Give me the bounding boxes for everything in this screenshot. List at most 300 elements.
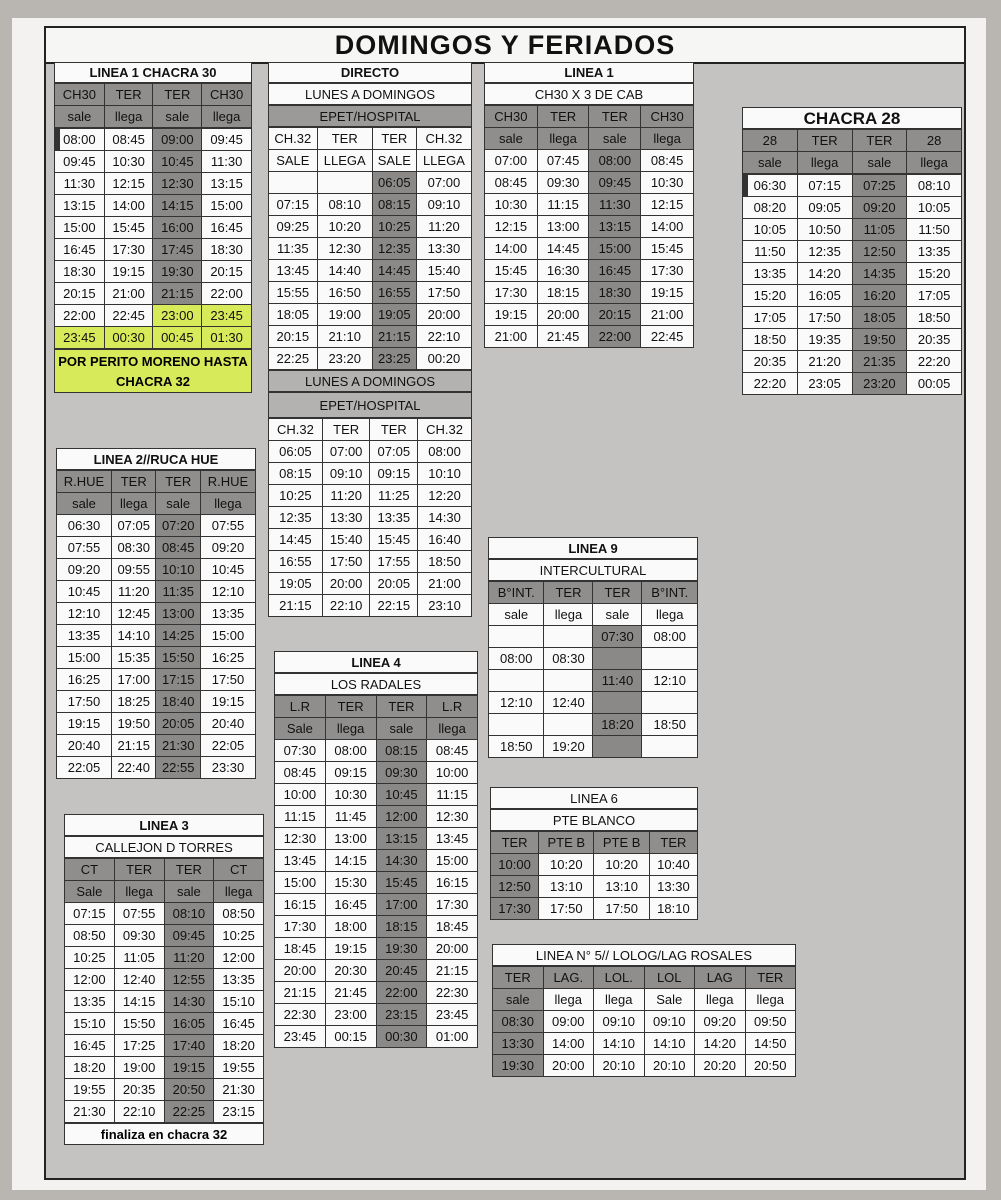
column-header: B°INT.	[489, 582, 544, 604]
column-header: CH.32	[269, 419, 323, 441]
column-header-row	[743, 130, 962, 152]
time-cell: 15:50	[156, 647, 201, 669]
table-row	[493, 1055, 796, 1077]
time-cell: 23:45	[427, 1004, 478, 1026]
time-cell: 15:00	[57, 647, 112, 669]
time-cell: 17:50	[57, 691, 112, 713]
column-header: TER	[745, 967, 796, 989]
time-cell: 16:45	[325, 894, 376, 916]
time-cell: 15:00	[202, 195, 252, 217]
time-cell: 13:30	[493, 1033, 544, 1055]
time-cell: 22:00	[376, 982, 427, 1004]
time-cell: 08:15	[376, 740, 427, 762]
table-row	[743, 241, 962, 263]
time-cell: 18:20	[65, 1057, 115, 1079]
time-cell: 19:00	[114, 1057, 164, 1079]
table-row	[743, 351, 962, 373]
time-cell: 10:45	[57, 581, 112, 603]
time-cell: 17:05	[907, 285, 962, 307]
table-row	[743, 373, 962, 395]
column-header: TER	[370, 419, 418, 441]
table-row	[65, 969, 264, 991]
time-cell: 16:05	[164, 1013, 214, 1035]
time-cell: 12:30	[275, 828, 326, 850]
column-header: LOL.	[594, 967, 645, 989]
time-cell: 13:35	[907, 241, 962, 263]
time-cell: 20:15	[589, 304, 641, 326]
time-cell: 21:00	[418, 573, 472, 595]
time-cell: 00:30	[104, 327, 153, 349]
time-cell: 12:35	[269, 507, 323, 529]
time-cell: 16:15	[275, 894, 326, 916]
table-row	[275, 872, 478, 894]
table-row	[269, 551, 472, 573]
time-cell: 13:35	[65, 991, 115, 1013]
time-cell: 17:50	[797, 307, 852, 329]
time-cell: 18:20	[214, 1035, 264, 1057]
time-cell: 18:10	[649, 898, 697, 920]
time-cell: 09:55	[111, 559, 156, 581]
time-cell: 22:55	[156, 757, 201, 779]
table-row	[485, 282, 694, 304]
time-cell: 22:20	[907, 351, 962, 373]
table-row	[269, 507, 472, 529]
column-header: PTE B	[539, 832, 594, 854]
time-cell: 22:10	[114, 1101, 164, 1123]
time-cell: 09:45	[55, 151, 105, 173]
time-cell: 22:10	[416, 326, 471, 348]
table-row	[57, 603, 256, 625]
route-label-2: EPET/HOSPITAL	[268, 392, 472, 418]
time-cell: 15:10	[214, 991, 264, 1013]
table-row	[275, 916, 478, 938]
column-header: CT	[65, 859, 115, 881]
time-cell: 23:05	[797, 373, 852, 395]
time-cell: 22:00	[589, 326, 641, 348]
time-cell: 06:30	[57, 515, 112, 537]
time-cell: 09:20	[695, 1011, 746, 1033]
time-cell: 20:30	[325, 960, 376, 982]
column-subheader: sale	[743, 152, 798, 174]
time-cell: 07:55	[200, 515, 255, 537]
time-cell: 10:25	[214, 925, 264, 947]
table-row	[57, 669, 256, 691]
table-row	[55, 327, 252, 349]
time-cell: 18:30	[55, 261, 105, 283]
time-cell: 21:10	[317, 326, 372, 348]
time-cell: 23:00	[325, 1004, 376, 1026]
time-cell: 15:45	[641, 238, 694, 260]
time-cell: 21:00	[641, 304, 694, 326]
time-cell	[593, 648, 642, 670]
time-cell: 11:25	[370, 485, 418, 507]
time-cell: 18:30	[202, 239, 252, 261]
time-cell: 14:30	[376, 850, 427, 872]
time-cell: 21:45	[537, 326, 589, 348]
table-row	[57, 713, 256, 735]
time-cell: 13:00	[156, 603, 201, 625]
time-cell: 20:35	[907, 329, 962, 351]
schedule-table	[484, 105, 694, 348]
table-row	[275, 806, 478, 828]
time-cell: 09:20	[852, 197, 907, 219]
column-subheader: sale	[489, 604, 544, 626]
time-cell: 19:50	[852, 329, 907, 351]
table-title: LINEA 1 CHACRA 30	[54, 62, 252, 83]
table-row	[485, 216, 694, 238]
table-row	[269, 238, 472, 260]
column-subheader: llega	[537, 128, 589, 150]
time-cell: 19:15	[485, 304, 538, 326]
column-header: TER	[537, 106, 589, 128]
time-cell: 15:45	[370, 529, 418, 551]
time-cell: 12:50	[491, 876, 539, 898]
time-cell: 12:00	[214, 947, 264, 969]
time-cell: 18:30	[589, 282, 641, 304]
table-row	[55, 173, 252, 195]
column-header: R.HUE	[57, 471, 112, 493]
route-label: INTERCULTURAL	[488, 559, 698, 581]
time-cell: 08:45	[275, 762, 326, 784]
time-cell: 20:15	[269, 326, 318, 348]
time-cell: 00:05	[907, 373, 962, 395]
table-title: CHACRA 28	[742, 107, 962, 129]
table-row	[57, 691, 256, 713]
column-subheader-row	[65, 881, 264, 903]
table-row	[491, 876, 698, 898]
column-header-row	[55, 84, 252, 106]
time-cell: 21:15	[269, 595, 323, 617]
column-header-row	[65, 859, 264, 881]
time-cell: 08:15	[269, 463, 323, 485]
table-row	[485, 260, 694, 282]
time-cell: 14:00	[641, 216, 694, 238]
time-cell: 14:15	[153, 195, 202, 217]
time-cell: 18:05	[852, 307, 907, 329]
time-cell: 07:00	[416, 172, 471, 194]
column-header: TER	[325, 696, 376, 718]
time-cell: 08:45	[104, 129, 153, 151]
route-label: PTE BLANCO	[490, 809, 698, 831]
time-cell: 20:05	[156, 713, 201, 735]
time-cell: 11:45	[325, 806, 376, 828]
time-cell: 08:45	[156, 537, 201, 559]
table-row	[275, 828, 478, 850]
days-label: LUNES A DOMINGOS	[268, 83, 472, 105]
time-cell: 18:50	[418, 551, 472, 573]
time-cell: 19:15	[641, 282, 694, 304]
time-cell: 01:30	[202, 327, 252, 349]
time-cell: 23:15	[376, 1004, 427, 1026]
time-cell: 23:45	[202, 305, 252, 327]
time-cell: 00:15	[325, 1026, 376, 1048]
column-subheader: llega	[594, 989, 645, 1011]
time-cell: 08:10	[907, 175, 962, 197]
time-cell: 07:55	[57, 537, 112, 559]
time-cell: 16:05	[797, 285, 852, 307]
time-cell: 07:30	[275, 740, 326, 762]
table-row	[485, 238, 694, 260]
table-row	[275, 850, 478, 872]
column-subheader-row	[743, 152, 962, 174]
time-cell: 16:20	[852, 285, 907, 307]
table-row	[269, 573, 472, 595]
time-cell: 18:15	[537, 282, 589, 304]
time-cell: 21:15	[372, 326, 416, 348]
column-header: TER	[104, 84, 153, 106]
schedule-table	[64, 858, 264, 1123]
time-cell: 21:30	[65, 1101, 115, 1123]
time-cell: 18:50	[907, 307, 962, 329]
table-title: LINEA 1	[484, 62, 694, 83]
table-row	[65, 1101, 264, 1123]
time-cell: 11:40	[593, 670, 642, 692]
table-row	[275, 740, 478, 762]
time-cell: 09:05	[797, 197, 852, 219]
column-subheader: llega	[642, 604, 698, 626]
column-subheader-row	[275, 718, 478, 740]
time-cell: 22:20	[743, 373, 798, 395]
route-label: CALLEJON D TORRES	[64, 836, 264, 858]
time-cell: 00:20	[416, 348, 471, 370]
column-subheader: Sale	[644, 989, 695, 1011]
table-row	[269, 282, 472, 304]
time-cell: 16:25	[57, 669, 112, 691]
time-cell: 13:45	[427, 828, 478, 850]
column-header: TER	[852, 130, 907, 152]
time-cell: 17:30	[491, 898, 539, 920]
time-cell: 10:10	[156, 559, 201, 581]
time-cell: 08:00	[55, 129, 105, 151]
table-row	[55, 151, 252, 173]
time-cell: 20:00	[537, 304, 589, 326]
time-cell: 07:00	[322, 441, 370, 463]
time-cell: 19:55	[214, 1057, 264, 1079]
time-cell: 21:15	[427, 960, 478, 982]
table-row	[65, 925, 264, 947]
time-cell: 17:50	[322, 551, 370, 573]
table-title: LINEA 6	[490, 787, 698, 809]
time-cell: 12:10	[489, 692, 544, 714]
time-cell: 12:30	[427, 806, 478, 828]
time-cell: 12:15	[485, 216, 538, 238]
column-header-row	[269, 419, 472, 441]
time-cell: 07:25	[852, 175, 907, 197]
time-cell	[642, 692, 698, 714]
table-row	[485, 194, 694, 216]
column-subheader: SALE	[372, 150, 416, 172]
time-cell: 12:00	[376, 806, 427, 828]
time-cell: 20:35	[743, 351, 798, 373]
table-row	[489, 692, 698, 714]
time-cell: 20:00	[322, 573, 370, 595]
column-header: TER	[111, 471, 156, 493]
time-cell: 14:35	[852, 263, 907, 285]
time-cell: 09:45	[202, 129, 252, 151]
time-cell: 22:25	[164, 1101, 214, 1123]
time-cell: 00:30	[376, 1026, 427, 1048]
time-cell: 15:00	[200, 625, 255, 647]
column-subheader-row	[55, 106, 252, 128]
column-subheader: llega	[111, 493, 156, 515]
table-row	[275, 982, 478, 1004]
time-cell: 22:10	[322, 595, 370, 617]
column-header: TER	[491, 832, 539, 854]
time-cell: 08:50	[65, 925, 115, 947]
time-cell: 08:20	[743, 197, 798, 219]
table-title: LINEA 9	[488, 537, 698, 559]
time-cell: 13:45	[269, 260, 318, 282]
time-cell: 16:55	[269, 551, 323, 573]
column-header: LOL	[644, 967, 695, 989]
column-subheader: llega	[214, 881, 264, 903]
time-cell: 19:05	[269, 573, 323, 595]
time-cell: 08:00	[642, 626, 698, 648]
column-subheader: sale	[153, 106, 202, 128]
time-cell: 21:00	[104, 283, 153, 305]
route-label: CH30 X 3 DE CAB	[484, 83, 694, 105]
schedule-table	[492, 966, 796, 1077]
table-row	[275, 1004, 478, 1026]
time-cell: 20:15	[55, 283, 105, 305]
time-cell: 14:10	[594, 1033, 645, 1055]
time-cell: 13:10	[539, 876, 594, 898]
time-cell: 07:20	[156, 515, 201, 537]
column-subheader: Sale	[275, 718, 326, 740]
time-cell: 07:45	[537, 150, 589, 172]
time-cell: 19:35	[797, 329, 852, 351]
time-cell	[544, 670, 593, 692]
time-cell: 11:35	[269, 238, 318, 260]
table-row	[55, 195, 252, 217]
time-cell: 07:15	[65, 903, 115, 925]
time-cell: 16:00	[153, 217, 202, 239]
time-cell: 14:00	[104, 195, 153, 217]
column-subheader: llega	[544, 604, 593, 626]
table-row	[55, 129, 252, 151]
time-cell: 12:00	[65, 969, 115, 991]
route-note: finaliza en chacra 32	[64, 1123, 264, 1145]
column-subheader: llega	[641, 128, 694, 150]
time-cell: 19:05	[372, 304, 416, 326]
time-cell	[544, 714, 593, 736]
time-cell: 14:45	[372, 260, 416, 282]
time-cell: 22:30	[427, 982, 478, 1004]
time-cell: 14:25	[156, 625, 201, 647]
time-cell: 14:10	[111, 625, 156, 647]
table-row	[55, 217, 252, 239]
time-cell: 17:45	[153, 239, 202, 261]
table-linea4	[274, 651, 478, 1048]
time-cell: 14:30	[418, 507, 472, 529]
table-row	[485, 326, 694, 348]
time-cell: 12:30	[153, 173, 202, 195]
time-cell: 13:35	[200, 603, 255, 625]
time-cell: 08:30	[544, 648, 593, 670]
time-cell: 18:50	[489, 736, 544, 758]
time-cell: 08:10	[317, 194, 372, 216]
column-subheader-row	[489, 604, 698, 626]
table-linea5-lolog-lag-rosales	[492, 944, 796, 1077]
time-cell: 14:15	[114, 991, 164, 1013]
table-row	[743, 175, 962, 197]
time-cell: 00:45	[153, 327, 202, 349]
time-cell: 11:20	[111, 581, 156, 603]
time-cell: 22:00	[55, 305, 105, 327]
table-row	[269, 595, 472, 617]
time-cell	[269, 172, 318, 194]
time-cell: 07:00	[485, 150, 538, 172]
column-header: B°INT.	[642, 582, 698, 604]
time-cell: 10:30	[325, 784, 376, 806]
table-row	[55, 305, 252, 327]
time-cell: 19:50	[111, 713, 156, 735]
table-row	[65, 1079, 264, 1101]
time-cell: 16:30	[537, 260, 589, 282]
time-cell: 08:15	[372, 194, 416, 216]
time-cell: 10:05	[907, 197, 962, 219]
time-cell: 20:10	[644, 1055, 695, 1077]
time-cell: 12:35	[797, 241, 852, 263]
time-cell	[544, 626, 593, 648]
schedule-table	[54, 83, 252, 349]
time-cell: 18:05	[269, 304, 318, 326]
column-header: TER	[797, 130, 852, 152]
schedule-table	[56, 470, 256, 779]
time-cell: 10:25	[269, 485, 323, 507]
table-title: DIRECTO	[268, 62, 472, 83]
time-cell: 17:30	[485, 282, 538, 304]
time-cell: 12:15	[641, 194, 694, 216]
time-cell: 21:15	[111, 735, 156, 757]
time-cell: 20:40	[57, 735, 112, 757]
time-cell: 20:00	[416, 304, 471, 326]
column-subheader: sale	[593, 604, 642, 626]
table-row	[65, 903, 264, 925]
time-cell: 15:40	[416, 260, 471, 282]
time-cell: 10:25	[372, 216, 416, 238]
time-cell: 07:30	[593, 626, 642, 648]
time-cell: 22:25	[269, 348, 318, 370]
time-cell: 10:00	[427, 762, 478, 784]
time-cell: 21:35	[852, 351, 907, 373]
time-cell: 13:30	[322, 507, 370, 529]
column-header: L.R	[275, 696, 326, 718]
time-cell: 23:15	[214, 1101, 264, 1123]
column-header: L.R	[427, 696, 478, 718]
time-cell: 13:10	[594, 876, 649, 898]
column-header: R.HUE	[200, 471, 255, 493]
column-header-row	[485, 106, 694, 128]
time-cell: 17:30	[104, 239, 153, 261]
time-cell: 19:30	[376, 938, 427, 960]
time-cell: 20:10	[594, 1055, 645, 1077]
time-cell: 21:15	[275, 982, 326, 1004]
time-cell: 14:00	[485, 238, 538, 260]
time-cell: 19:15	[164, 1057, 214, 1079]
table-row	[57, 559, 256, 581]
table-row	[275, 762, 478, 784]
time-cell: 14:15	[325, 850, 376, 872]
column-header-row	[493, 967, 796, 989]
table-directo	[268, 62, 472, 617]
schedule-table	[742, 129, 962, 395]
table-row	[743, 329, 962, 351]
schedule-table-2	[268, 418, 472, 617]
time-cell: 13:35	[370, 507, 418, 529]
time-cell: 11:20	[164, 947, 214, 969]
time-cell: 10:50	[797, 219, 852, 241]
